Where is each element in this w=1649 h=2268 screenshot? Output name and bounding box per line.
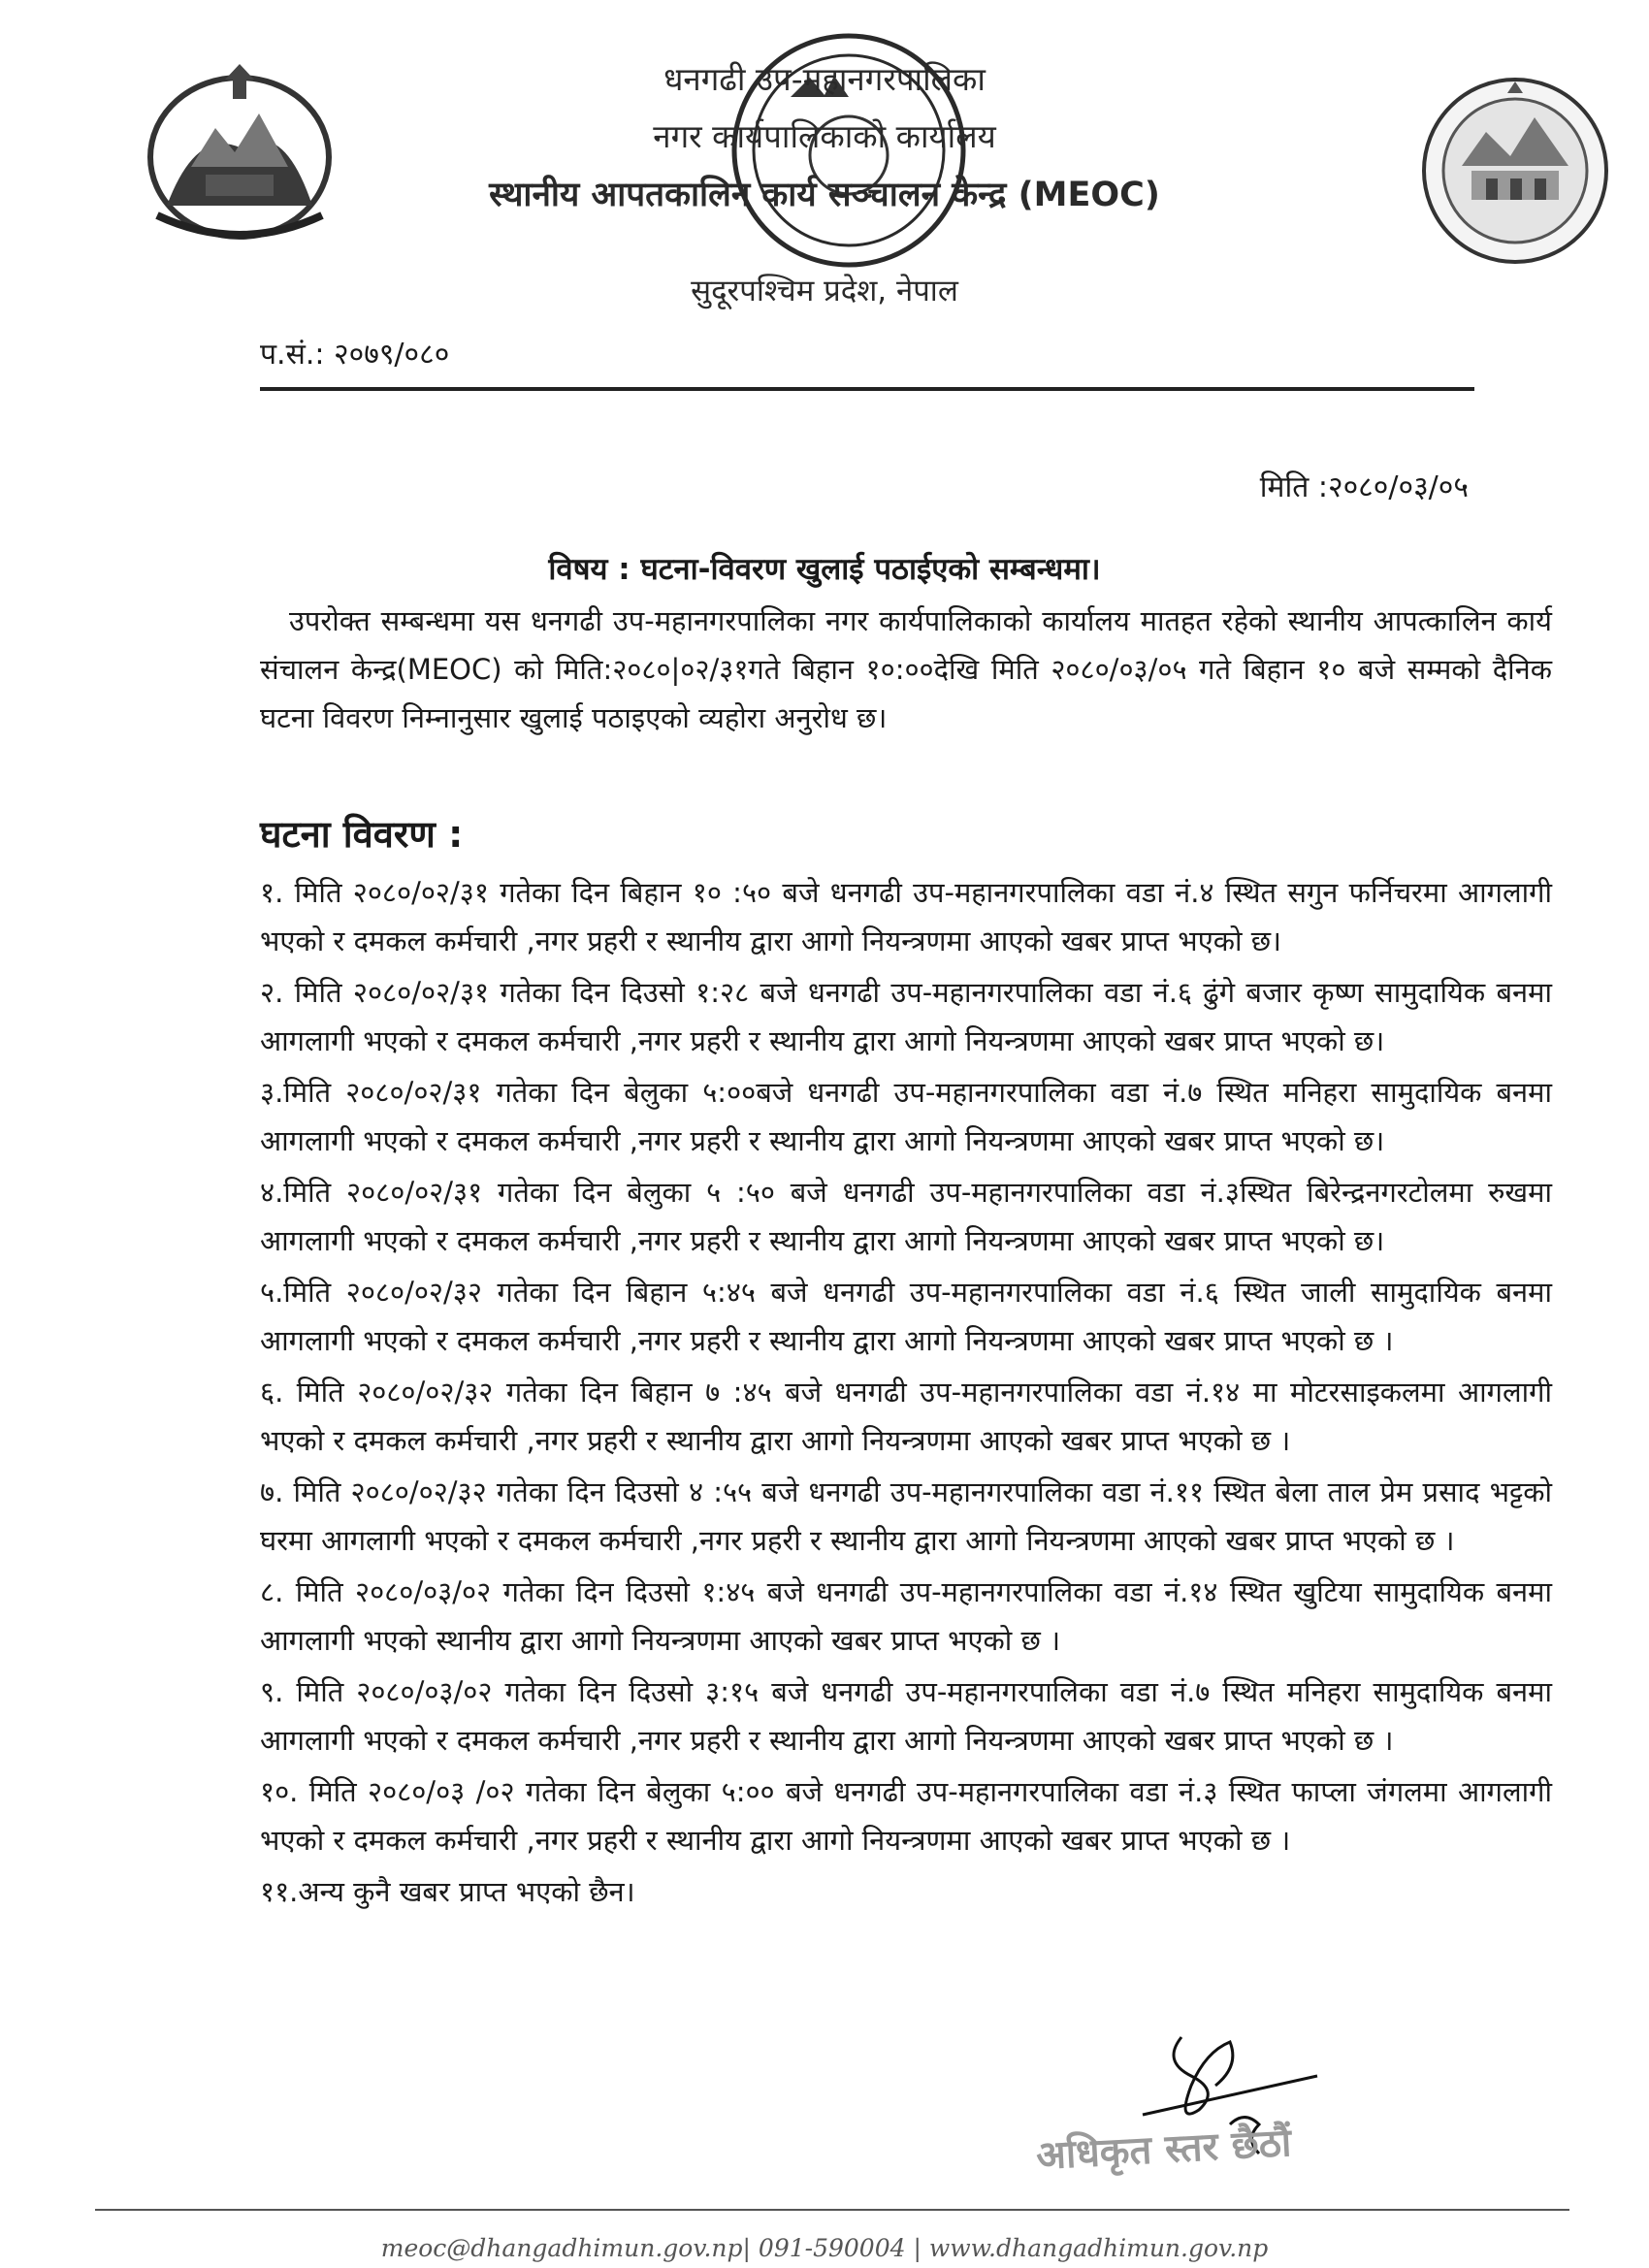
incident-item: ११.अन्य कुनै खबर प्राप्त भएको छैन। [260,1875,635,1908]
incident-item: १०. मिति २०८०/०३ /०२ गतेका दिन बेलुका ५:०० बजे धनगढी उप-महानगरपालिका वडा नं.३ स्थित फाप्ला जंगलमा आगलागी भएको र दमकल कर्मचारी ,नगर प्रहरी र स्थानीय द्वारा आगो नियन्त्रणमा आएको खबर प्राप्त भएको छ । [260,1775,1552,1857]
intro-paragraph: उपरोक्त सम्बन्धमा यस धनगढी उप-महानगरपालिका नगर कार्यपालिकाको कार्यालय मातहत रहेको स्थानीय आपत्कालिन कार्य संचालन केन्द्र(MEOC) को मिति:२०८०|०२/३१गते बिहान १०:००देखि मिति २०८०/०३/०५ गते बिहान १० बजे सम्मको दैनिक घटना विवरण निम्नानुसार खुलाई पठाइएको व्यहोरा अनुरोध छ। [260,604,1552,734]
incident-item: ४.मिति २०८०/०२/३१ गतेका दिन बेलुका ५ :५० बजे धनगढी उप-महानगरपालिका वडा नं.३स्थित बिरेन्द्रनगरटोलमा रुखमा आगलागी भएको र दमकल कर्मचारी ,नगर प्रहरी र स्थानीय द्वारा आगो नियन्त्रणमा आएको खबर प्राप्त भएको छ। [260,1176,1552,1257]
incident-item: २. मिति २०८०/०२/३१ गतेका दिन दिउसो १:२८ बजे धनगढी उप-महानगरपालिका वडा नं.६ ढुंगे बजार कृष्ण सामुदायिक बनमा आगलागी भएको र दमकल कर्मचारी ,नगर प्रहरी र स्थानीय द्वारा आगो नियन्त्रणमा आएको खबर प्राप्त भएको छ। [260,976,1552,1057]
reference-number: प.सं.: २०७९/०८० [260,338,450,372]
incident-item: ८. मिति २०८०/०३/०२ गतेका दिन दिउसो १:४५ बजे धनगढी उप-महानगरपालिका वडा नं.१४ स्थित खुटिया सामुदायिक बनमा आगलागी भएको स्थानीय द्वारा आगो नियन्त्रणमा आएको खबर प्राप्त भएको छ । [260,1575,1552,1657]
incident-item: ५.मिति २०८०/०२/३२ गतेका दिन बिहान ५:४५ बजे धनगढी उप-महानगरपालिका वडा नं.६ स्थित जाली सामुदायिक बनमा आगलागी भएको र दमकल कर्मचारी ,नगर प्रहरी र स्थानीय द्वारा आगो नियन्त्रणमा आएको खबर प्राप्त भएको छ । [260,1276,1552,1357]
incident-list [260,868,1552,1919]
province-country: सुदूरपश्चिम प्रदेश, नेपाल [691,274,958,308]
letter-date: मिति :२०८०/०३/०५ [1259,470,1469,504]
incident-item: १. मिति २०८०/०२/३१ गतेका दिन बिहान १० :५० बजे धनगढी उप-महानगरपालिका वडा नं.४ स्थित सगुन फर्निचरमा आगलागी भएको र दमकल कर्मचारी ,नगर प्रहरी र स्थानीय द्वारा आगो नियन्त्रणमा आएको खबर प्राप्त भएको छ। [260,876,1552,957]
incident-item: ३.मिति २०८०/०२/३१ गतेका दिन बेलुका ५:००बजे धनगढी उप-महानगरपालिका वडा नं.७ स्थित मनिहरा सामुदायिक बनमा आगलागी भएको र दमकल कर्मचारी ,नगर प्रहरी र स्थानीय द्वारा आगो नियन्त्रणमा आएको खबर प्राप्त भएको छ। [260,1076,1552,1157]
centre-name: स्थानीय आपतकालिन कार्य सञ्चालन केन्द्र (MEOC) [489,176,1160,214]
footer-contact: meoc@dhangadhimun.gov.np| 091-590004 | www.dhangadhimun.gov.np [380,2234,1269,2262]
incident-item: ७. मिति २०८०/०२/३२ गतेका दिन दिउसो ४ :५५ बजे धनगढी उप-महानगरपालिका वडा नं.११ स्थित बेला ताल प्रेम प्रसाद भट्टको घरमा आगलागी भएको र दमकल कर्मचारी ,नगर प्रहरी र स्थानीय द्वारा आगो नियन्त्रणमा आएको खबर प्राप्त भएको छ । [260,1475,1552,1557]
footer-divider [95,2209,1569,2211]
incident-item: ९. मिति २०८०/०३/०२ गतेका दिन दिउसो ३:१५ बजे धनगढी उप-महानगरपालिका वडा नं.७ स्थित मनिहरा सामुदायिक बनमा आगलागी भएको र दमकल कर्मचारी ,नगर प्रहरी र स्थानीय द्वारा आगो नियन्त्रणमा आएको खबर प्राप्त भएको छ । [260,1675,1552,1757]
office-name: नगर कार्यपालिकाको कार्यालय [653,117,996,155]
incident-item: ६. मिति २०८०/०२/३२ गतेका दिन बिहान ७ :४५ बजे धनगढी उप-महानगरपालिका वडा नं.१४ मा मोटरसाइकलमा आगलागी भएको र दमकल कर्मचारी ,नगर प्रहरी र स्थानीय द्वारा आगो नियन्त्रणमा आएको खबर प्राप्त भएको छ । [260,1376,1552,1457]
municipality-name: धनगढी उप-महानगरपालिका [663,60,986,98]
header-divider [260,387,1474,391]
section-heading: घटना विवरण : [260,813,464,856]
designation-stamp: अधिकृत स्तर छैठौं [1035,2121,1293,2179]
letter-subject: विषय : घटना-विवरण खुलाई पठाईएको सम्बन्धमा। [548,552,1101,587]
